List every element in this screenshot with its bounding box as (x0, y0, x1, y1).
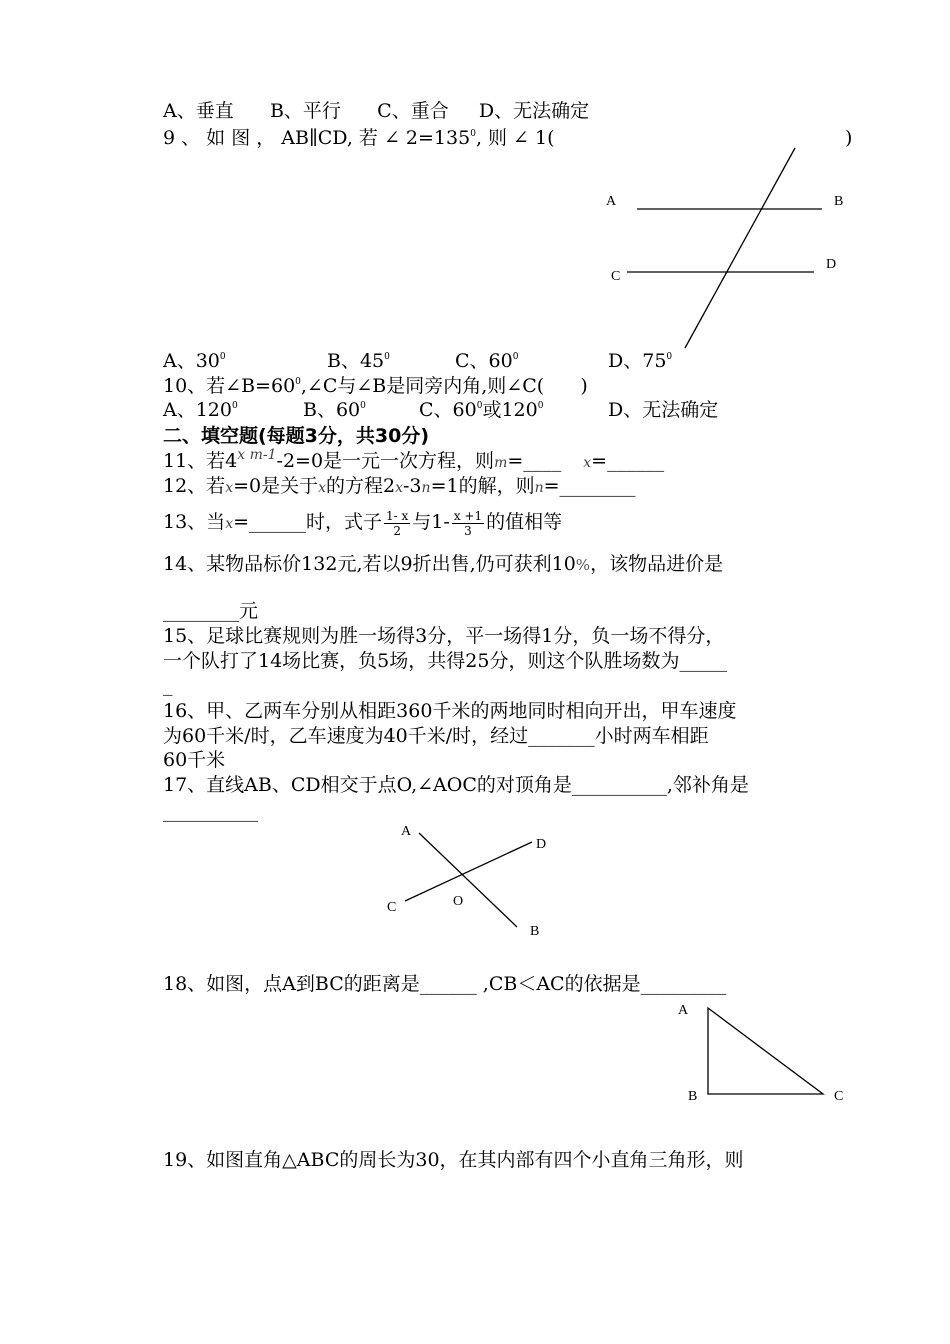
q9-close-paren: ) (845, 127, 853, 149)
q18-label-b: B (688, 1089, 698, 1104)
q17-label-d: D (536, 837, 547, 852)
q11-blank-x: =______ (591, 450, 665, 472)
degree-sign: 0 (360, 401, 366, 411)
q17-label-b: B (530, 924, 540, 939)
q18-line1: 18、如图，点A到BC的距离是______ ,CB＜AC的依据是_________ (163, 973, 727, 995)
q8-options: A、垂直 B、平行 C、重合 D、无法确定 (163, 100, 590, 122)
q14-percent: % (575, 556, 591, 574)
q9-option-d-text: D、75 (608, 350, 667, 372)
degree-sign: 0 (219, 352, 226, 362)
q17-label-a: A (401, 824, 412, 839)
q10-stem-a: 10、若∠B=60 (163, 375, 296, 397)
right-triangle (708, 1008, 823, 1094)
q11-var-x: x (583, 455, 592, 471)
degree-sign: 0 (476, 401, 483, 411)
q10-option-b-text: B、60 (303, 399, 361, 421)
q9-label-c: C (611, 269, 621, 284)
q17-line1: 17、直线AB、CD相交于点O,∠AOC的对顶角是__________,邻补角是 (163, 774, 749, 796)
q14-blank: ________元 (163, 600, 259, 622)
degree-sign: 0 (295, 377, 301, 387)
q12-blank: =________ (543, 475, 636, 497)
q11-var-m: m (494, 455, 508, 471)
q14-text-b: ，该物品进价是 (590, 553, 724, 575)
q12-var-x2: x (318, 480, 327, 496)
q13-frac2-numerator: x +1 (453, 508, 483, 523)
q13-var-x: x (225, 516, 234, 532)
q18-label-c: C (834, 1089, 844, 1104)
degree-sign: 0 (512, 352, 519, 362)
q12-text-e: =1的解，则 (430, 475, 535, 497)
q13-text-a: 13、当 (163, 511, 226, 533)
q13-frac2-denominator: 3 (464, 523, 472, 538)
q12-text-b: =0是关于 (233, 475, 319, 497)
q10-stem-b: ,∠C与∠B是同旁内角,则∠C( ) (300, 375, 588, 397)
q9-option-b-text: B、45 (327, 350, 385, 372)
degree-sign: 0 (232, 401, 238, 411)
q11-text-a: 11、若4 (163, 450, 238, 472)
q12-var-x3: x (395, 480, 404, 496)
section-2-title: 二、填空题(每题3分，共30分) (163, 425, 430, 447)
q13-text-d: 的值相等 (486, 511, 563, 533)
degree-sign: 0 (666, 352, 673, 362)
q12-var-x: x (225, 480, 234, 496)
q12-var-n: n (421, 480, 431, 496)
q12-text-a: 12、若 (163, 475, 226, 497)
q9-stem-text: 9 、 如 图 ， AB∥CD, 若 ∠ 2=135 (163, 127, 471, 149)
q10-option-d: D、无法确定 (608, 399, 719, 421)
q15-line2: 一个队打了14场比赛，负5场，共得25分，则这个队胜场数为_____ (163, 650, 727, 672)
q16-line2: 为60千米/时，乙车速度为40千米/时，经过_______小时两车相距 (163, 725, 709, 747)
q9-label-a: A (606, 194, 617, 209)
q11-blank-m: =____ (507, 450, 562, 472)
q9-stem-tail: , 则 ∠ 1( (475, 127, 555, 149)
q10-option-a-text: A、120 (163, 399, 232, 421)
q12-var-n2: n (534, 480, 544, 496)
q15-line1: 15、足球比赛规则为胜一场得3分，平一场得1分，负一场不得分， (163, 625, 725, 647)
q9-option-c-text: C、60 (455, 350, 513, 372)
q13-frac1-numerator: 1- x (386, 508, 409, 523)
q9-label-b: B (834, 194, 844, 209)
q17-line2: __________ (163, 800, 258, 822)
q9-label-d: D (826, 257, 837, 272)
q17-label-c: C (387, 900, 397, 915)
q13-text-c: 与1- (412, 511, 450, 533)
q12-text-c: 的方程2 (326, 475, 396, 497)
q15-line3: _ (163, 674, 173, 696)
degree-sign: 0 (384, 352, 390, 362)
q14-text-a: 14、某物品标价132元,若以9折出售,仍可获利10 (163, 553, 576, 575)
degree-sign: 0 (537, 401, 544, 411)
q9-option-a-text: A、30 (163, 350, 220, 372)
q18-label-a: A (678, 1003, 689, 1018)
q11-text-b: -2=0是一元一次方程，则 (276, 450, 495, 472)
q11-exponent: x m-1 (237, 447, 277, 463)
q13-frac1-denominator: 2 (393, 523, 401, 538)
q17-label-o: O (453, 894, 464, 909)
q10-option-c-text: C、60 (419, 399, 477, 421)
q16-line3: 60千米 (163, 749, 226, 771)
q19-line1: 19、如图直角△ABC的周长为30，在其内部有四个小直角三角形，则 (163, 1149, 744, 1171)
q10-option-c-text2: 或120 (482, 399, 538, 421)
q13-text-b: =______时，式子 (233, 511, 383, 533)
q16-line1: 16、甲、乙两车分别从相距360千米的两地同时相向开出，甲车速度 (163, 700, 737, 722)
degree-sign: 0 (470, 129, 476, 139)
q12-text-d: -3 (403, 475, 422, 497)
